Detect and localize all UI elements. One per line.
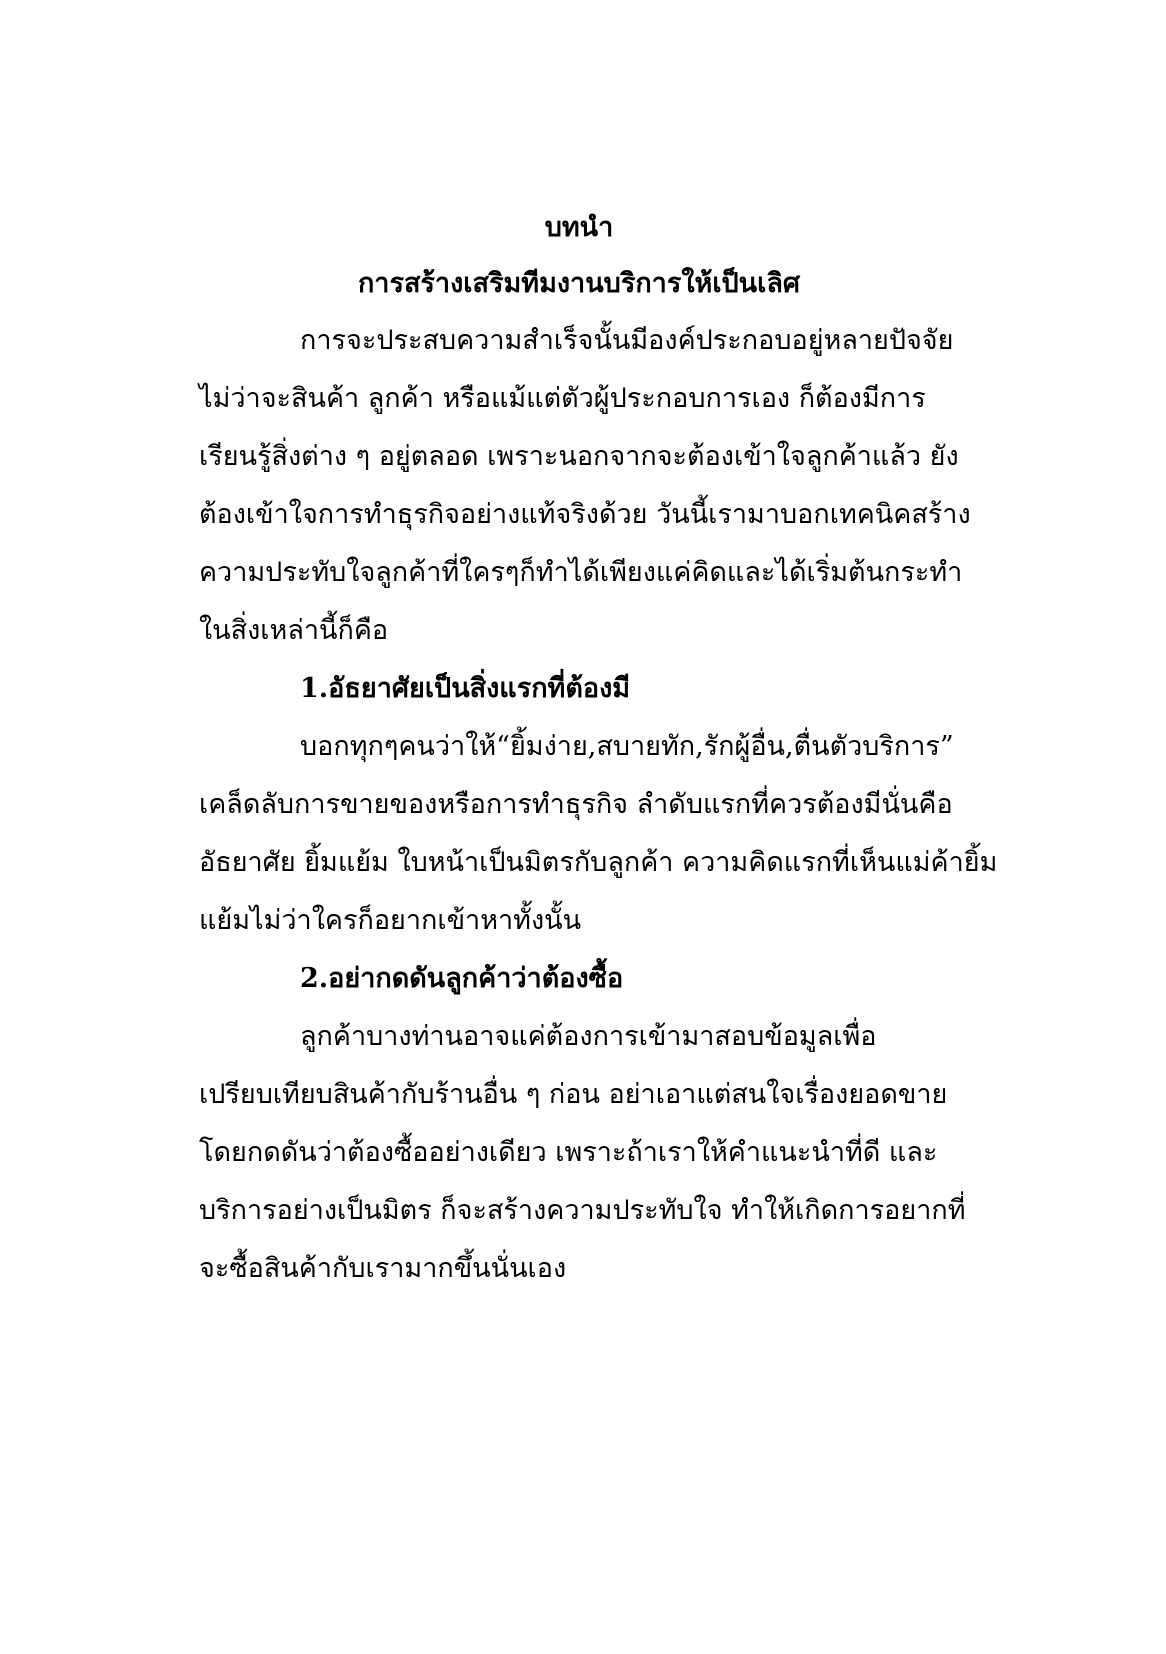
section-heading: 1.อัธยาศัยเป็นสิ่งแรกที่ต้องมี: [300, 673, 631, 704]
section-heading: 2.อย่ากดดันลูกค้าว่าต้องซื้อ: [300, 963, 624, 994]
paragraph-line: เรียนรู้สิ่งต่าง ๆ อยู่ตลอด เพราะนอกจากจะต้องเข้าใจลูกค้าแล้ว ยัง: [199, 441, 959, 472]
paragraph-line: บริการอย่างเป็นมิตร ก็จะสร้างความประทับใจ ทำให้เกิดการอยากที่: [199, 1195, 966, 1226]
paragraph-line: ความประทับใจลูกค้าที่ใครๆก็ทำได้เพียงแค่คิดและได้เริ่มต้นกระทำ: [199, 557, 963, 588]
paragraph-line: ลูกค้าบางท่านอาจแค่ต้องการเข้ามาสอบข้อมูลเพื่อ: [300, 1021, 877, 1052]
paragraph-line: บอกทุกๆคนว่าให้“ยิ้มง่าย,สบายทัก,รักผู้อื่น,ตื่นตัวบริการ”: [300, 731, 954, 762]
document-body: [199, 200, 998, 1298]
paragraph-line: แย้มไม่ว่าใครก็อยากเข้าหาทั้งนั้น: [199, 905, 582, 936]
paragraph-line: ในสิ่งเหล่านี้ก็คือ: [199, 615, 389, 646]
document-subtitle: การสร้างเสริมทีมงานบริการให้เป็นเลิศ: [357, 268, 801, 299]
paragraph-line: เคล็ดลับการขายของหรือการทำธุรกิจ ลำดับแรกที่ควรต้องมีนั่นคือ: [199, 789, 953, 820]
paragraph-line: การจะประสบความสำเร็จนั้นมีองค์ประกอบอยู่หลายปัจจัย: [300, 325, 954, 356]
paragraph-line: โดยกดดันว่าต้องซื้ออย่างเดียว เพราะถ้าเราให้คำแนะนำที่ดี และ: [199, 1137, 938, 1168]
paragraph-line: ต้องเข้าใจการทำธุรกิจอย่างแท้จริงด้วย วันนี้เรามาบอกเทคนิคสร้าง: [199, 499, 971, 530]
paragraph-line: อัธยาศัย ยิ้มแย้ม ใบหน้าเป็นมิตรกับลูกค้า ความคิดแรกที่เห็นแม่ค้ายิ้ม: [199, 847, 998, 878]
document-title: บทนำ: [544, 212, 614, 243]
paragraph-line: ไม่ว่าจะสินค้า ลูกค้า หรือแม้แต่ตัวผู้ประกอบการเอง ก็ต้องมีการ: [199, 383, 926, 414]
paragraph-line: จะซื้อสินค้ากับเรามากขึ้นนั่นเอง: [199, 1253, 567, 1284]
paragraph-line: เปรียบเทียบสินค้ากับร้านอื่น ๆ ก่อน อย่าเอาแต่สนใจเรื่องยอดขาย: [199, 1079, 948, 1110]
